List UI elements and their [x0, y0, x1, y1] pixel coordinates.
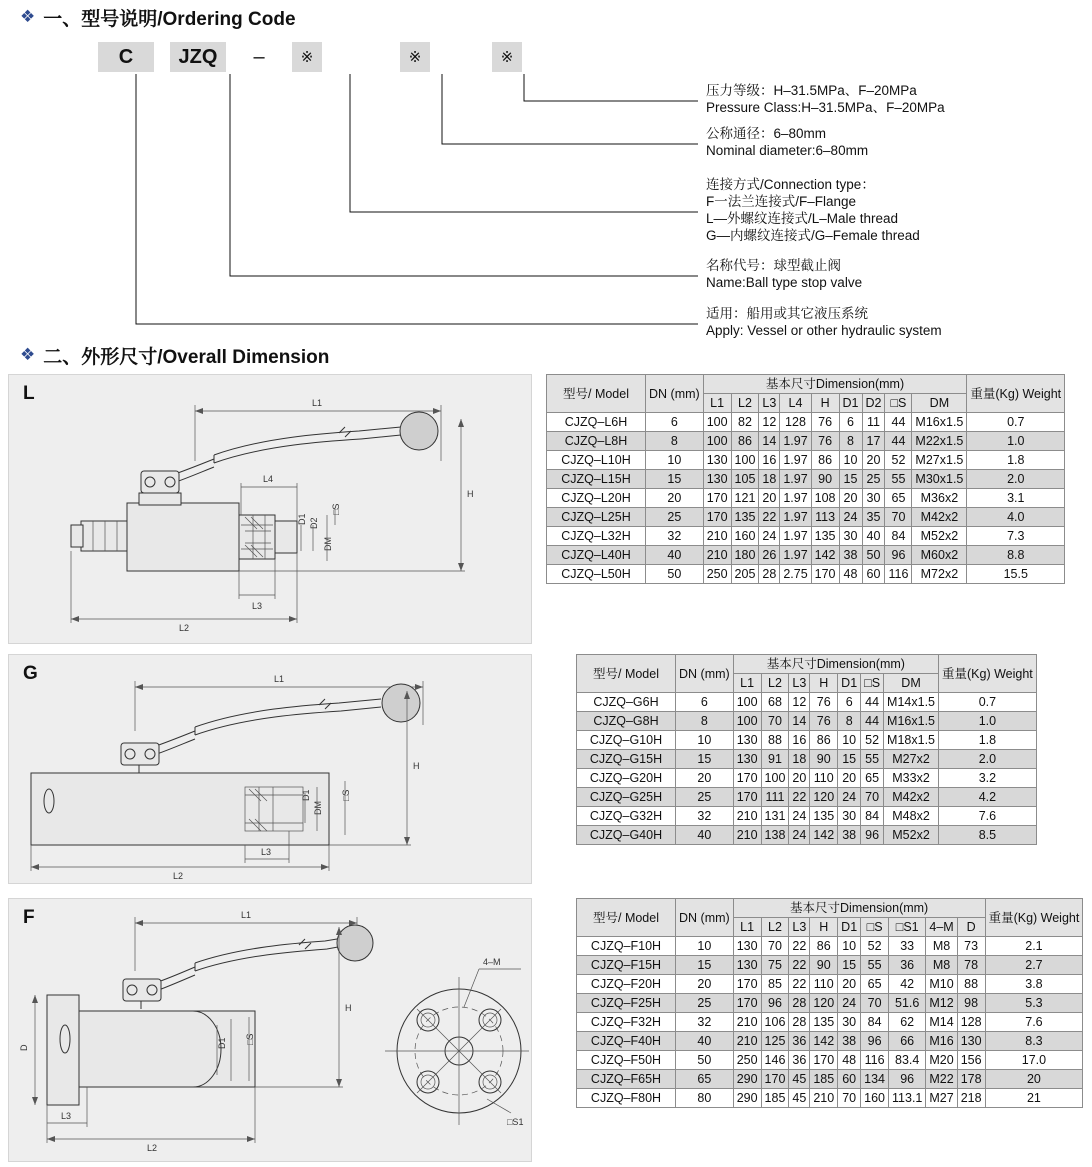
svg-text:D2: D2: [309, 517, 319, 529]
th-weight-F: 重量(Kg) Weight: [985, 899, 1083, 937]
th-model-F: 型号/ Model: [577, 899, 676, 937]
annotation-apply: 适用：船用或其它液压系统 Apply: Vessel or other hydraulic system: [706, 306, 942, 338]
svg-text:DM: DM: [323, 537, 333, 551]
svg-text:H: H: [345, 1003, 352, 1013]
table-row: CJZQ–G6H 6 100 68 12 76 6 44 M14x1.5 0.7: [577, 693, 1037, 712]
table-row: CJZQ–G8H 8 100 70 14 76 8 44 M16x1.5 1.0: [577, 712, 1037, 731]
th-col-G-3: H: [810, 674, 838, 693]
svg-text:L1: L1: [312, 398, 323, 408]
table-row: CJZQ–G20H 20 170 100 20 110 20 65 M33x2 3.2: [577, 769, 1037, 788]
table-row: CJZQ–L8H 8 100 86 14 1.97 76 8 17 44 M22x1.5 1.0: [547, 432, 1065, 451]
figure-panel-F: [8, 898, 532, 1162]
th-col-G-5: □S: [861, 674, 884, 693]
table-row: CJZQ–F15H 15 130 75 22 90 15 55 36 M8 78 2.7: [577, 956, 1083, 975]
table-row: CJZQ–L20H 20 170 121 20 1.97 108 20 30 65 M36x2 3.1: [547, 489, 1065, 508]
dimension-table-L: [546, 374, 1065, 584]
ordering-code-title: ❖ 一、型号说明/Ordering Code: [20, 7, 296, 30]
annotation-connection-type: 连接方式/Connection type： F一法兰连接式/F–Flange L—外螺纹连接式/L–Male thread G—内螺纹连接式/G–Female thread: [706, 177, 920, 243]
table-row: CJZQ–G10H 10 130 88 16 86 10 52 M18x1.5 1.8: [577, 731, 1037, 750]
svg-text:DM: DM: [313, 801, 323, 815]
figure-panel-G: [8, 654, 532, 884]
table-row: CJZQ–G32H 32 210 131 24 135 30 84 M48x2 7.6: [577, 807, 1037, 826]
code-dash: –: [253, 45, 265, 68]
svg-text:□S1: □S1: [507, 1117, 524, 1127]
valve-drawing-F: [9, 899, 529, 1159]
figure-label-L: L: [23, 383, 35, 404]
table-row: CJZQ–L6H 6 100 82 12 128 76 6 11 44 M16x1.5 0.7: [547, 413, 1065, 432]
th-col-L-2: L3: [759, 394, 780, 413]
table-row: CJZQ–F20H 20 170 85 22 110 20 65 42 M10 88 3.8: [577, 975, 1083, 994]
svg-text:L2: L2: [179, 623, 190, 633]
th-weight-G: 重量(Kg) Weight: [939, 655, 1037, 693]
table-row: CJZQ–L10H 10 130 100 16 1.97 86 10 20 52 M27x1.5 1.8: [547, 451, 1065, 470]
svg-text:□S: □S: [331, 503, 341, 515]
th-weight-L: 重量(Kg) Weight: [967, 375, 1065, 413]
diamond-bullet-icon: ❖: [20, 7, 36, 26]
code-box-star-1: ※: [292, 42, 322, 72]
th-group-L: 基本尺寸Dimension(mm): [703, 375, 967, 394]
svg-text:L1: L1: [241, 910, 252, 920]
table-row: CJZQ–F80H 80 290 185 45 210 70 160 113.1 M27 218 21: [577, 1089, 1083, 1108]
code-box-jzq: JZQ: [170, 42, 226, 72]
figure-label-F: F: [23, 907, 35, 928]
th-col-F-4: D1: [838, 918, 861, 937]
th-col-F-3: H: [810, 918, 838, 937]
table-row: CJZQ–F40H 40 210 125 36 142 38 96 66 M16 130 8.3: [577, 1032, 1083, 1051]
svg-text:L3: L3: [61, 1111, 72, 1121]
svg-text:□S: □S: [341, 789, 351, 801]
table-row: CJZQ–G15H 15 130 91 18 90 15 55 M27x2 2.0: [577, 750, 1037, 769]
th-col-G-0: L1: [733, 674, 761, 693]
annotation-nominal-diameter: 公称通径：6–80mm Nominal diameter:6–80mm: [706, 126, 869, 158]
table-row: CJZQ–G25H 25 170 111 22 120 24 70 M42x2 4.2: [577, 788, 1037, 807]
th-col-F-1: L2: [761, 918, 789, 937]
th-dn-G: DN (mm): [676, 655, 734, 693]
th-model-L: 型号/ Model: [547, 375, 646, 413]
th-col-F-5: □S: [861, 918, 889, 937]
svg-text:4–M: 4–M: [483, 957, 501, 967]
code-box-c: C: [98, 42, 154, 72]
dimension-table-F: [576, 898, 1083, 1108]
diamond-bullet-icon-2: ❖: [20, 345, 36, 364]
svg-text:D1: D1: [301, 789, 311, 801]
overall-dimension-title: ❖ 二、外形尺寸/Overall Dimension: [20, 345, 330, 368]
svg-text:L4: L4: [263, 474, 274, 484]
th-col-G-2: L3: [789, 674, 810, 693]
th-col-G-4: D1: [838, 674, 861, 693]
table-row: CJZQ–G40H 40 210 138 24 142 38 96 M52x2 8.5: [577, 826, 1037, 845]
th-col-G-1: L2: [761, 674, 789, 693]
th-col-L-0: L1: [703, 394, 731, 413]
th-col-L-5: D1: [839, 394, 862, 413]
svg-text:L2: L2: [173, 871, 184, 881]
th-col-F-8: D: [957, 918, 985, 937]
figure-label-G: G: [23, 663, 38, 684]
svg-text:L3: L3: [252, 601, 263, 611]
table-row: CJZQ–F50H 50 250 146 36 170 48 116 83.4 M20 156 17.0: [577, 1051, 1083, 1070]
svg-text:D1: D1: [297, 513, 307, 525]
th-col-L-6: D2: [862, 394, 885, 413]
svg-text:L3: L3: [261, 847, 272, 857]
th-col-L-8: DM: [912, 394, 967, 413]
code-box-star-3: ※: [492, 42, 522, 72]
th-col-L-4: H: [811, 394, 839, 413]
valve-drawing-G: [9, 655, 529, 881]
th-col-G-6: DM: [884, 674, 939, 693]
ordering-code-section: [8, 4, 1084, 338]
svg-text:L2: L2: [147, 1143, 158, 1153]
code-box-star-2: ※: [400, 42, 430, 72]
svg-text:H: H: [413, 761, 420, 771]
annotation-name-code: 名称代号：球型截止阀 Name:Ball type stop valve: [706, 258, 863, 290]
ordering-code-boxes: [98, 42, 538, 72]
figure-panel-L: [8, 374, 532, 644]
table-row: CJZQ–L32H 32 210 160 24 1.97 135 30 40 84 M52x2 7.3: [547, 527, 1065, 546]
valve-drawing-L: [9, 375, 529, 641]
svg-text:H: H: [467, 489, 474, 499]
table-row: CJZQ–F65H 65 290 170 45 185 60 134 96 M22 178 20: [577, 1070, 1083, 1089]
svg-text:D: D: [19, 1044, 29, 1051]
table-row: CJZQ–F10H 10 130 70 22 86 10 52 33 M8 73 2.1: [577, 937, 1083, 956]
table-row: CJZQ–L25H 25 170 135 22 1.97 113 24 35 70 M42x2 4.0: [547, 508, 1065, 527]
table-row: CJZQ–F32H 32 210 106 28 135 30 84 62 M14 128 7.6: [577, 1013, 1083, 1032]
svg-text:D1: D1: [217, 1037, 227, 1049]
table-row: CJZQ–L40H 40 210 180 26 1.97 142 38 50 96 M60x2 8.8: [547, 546, 1065, 565]
th-col-F-7: 4–M: [926, 918, 957, 937]
table-row: CJZQ–L15H 15 130 105 18 1.97 90 15 25 55 M30x1.5 2.0: [547, 470, 1065, 489]
th-group-F: 基本尺寸Dimension(mm): [733, 899, 985, 918]
th-col-F-0: L1: [733, 918, 761, 937]
th-col-F-2: L3: [789, 918, 810, 937]
th-col-L-3: L4: [780, 394, 811, 413]
table-row: CJZQ–L50H 50 250 205 28 2.75 170 48 60 116 M72x2 15.5: [547, 565, 1065, 584]
th-dn-F: DN (mm): [676, 899, 734, 937]
table-row: CJZQ–F25H 25 170 96 28 120 24 70 51.6 M12 98 5.3: [577, 994, 1083, 1013]
th-dn-L: DN (mm): [646, 375, 704, 413]
svg-text:L1: L1: [274, 674, 285, 684]
th-col-L-7: □S: [885, 394, 912, 413]
svg-text:□S: □S: [245, 1033, 255, 1045]
th-group-G: 基本尺寸Dimension(mm): [733, 655, 938, 674]
annotation-pressure-class: 压力等级：H–31.5MPa、F–20MPa Pressure Class:H–31.5MPa、F–20MPa: [706, 83, 945, 115]
dimension-table-G: [576, 654, 1037, 845]
th-col-F-6: □S1: [889, 918, 926, 937]
th-model-G: 型号/ Model: [577, 655, 676, 693]
th-col-L-1: L2: [731, 394, 759, 413]
